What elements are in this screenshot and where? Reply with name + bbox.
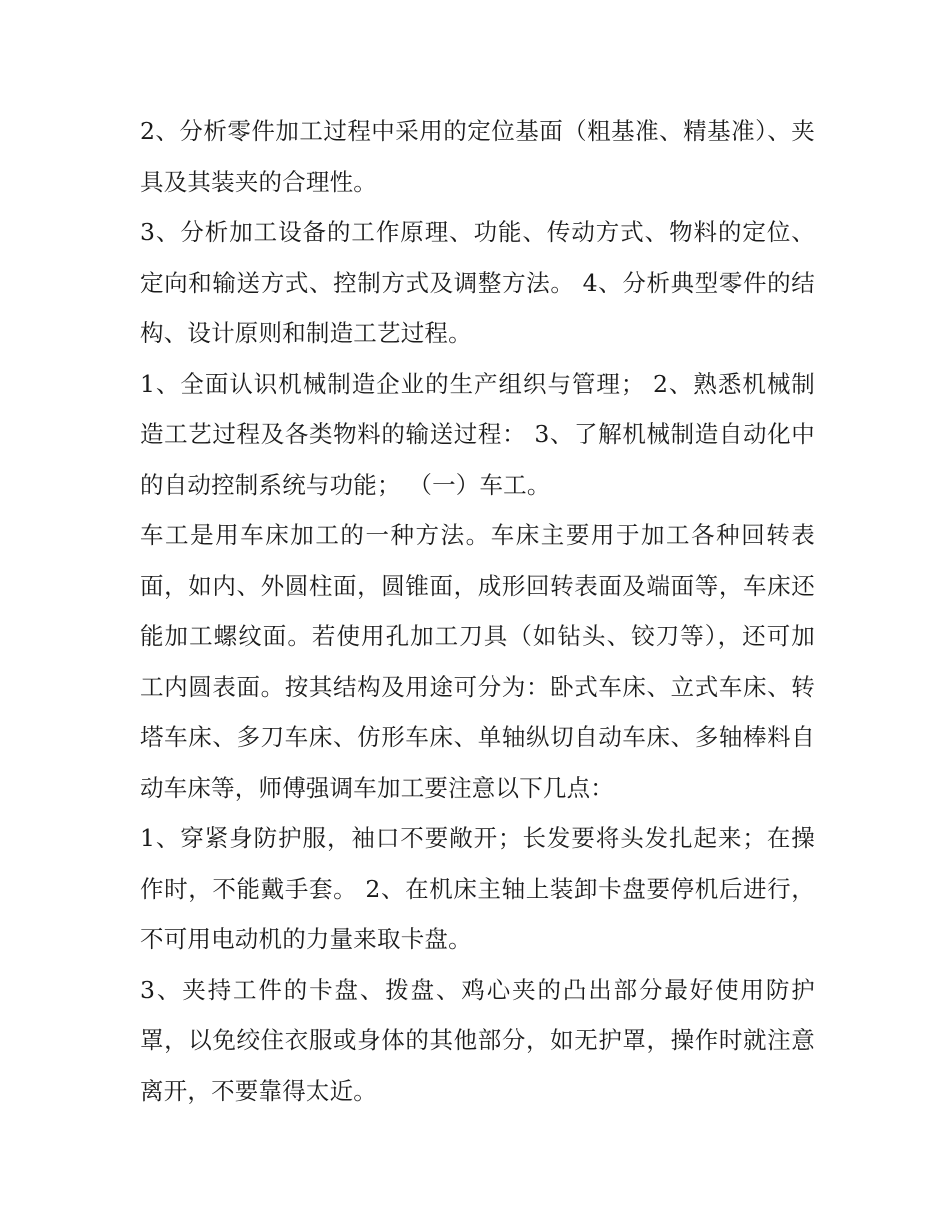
paragraph-1: 2、分析零件加工过程中采用的定位基面（粗基准、精基准）、夹具及其装夹的合理性。 — [140, 117, 815, 196]
paragraph-2: 3、分析加工设备的工作原理、功能、传动方式、物料的定位、定向和输送方式、控制方式及调整方法。 4、分析典型零件的结构、设计原则和制造工艺过程。 — [140, 218, 815, 347]
paragraph-3: 1、全面认识机械制造企业的生产组织与管理； 2、熟悉机械制造工艺过程及各类物料的输送过程： 3、了解机械制造自动化中的自动控制系统与功能； （一）车工。 — [140, 369, 815, 499]
paragraph-4: 车工是用车床加工的一种方法。车床主要用于加工各种回转表面，如内、外圆柱面，圆锥面，成形回转表面及端面等，车床还能加工螺纹面。若使用孔加工刀具（如钻头、铰刀等），还可加工内圆表面。按其结构及用途可分为：卧式车床、立式车床、转塔车床、多刀车床、仿形车床、单轴纵切自动车床、多轴棒料自动车床等，师傅强调车加工要注意以下几点： — [140, 521, 815, 802]
document-body — [140, 106, 815, 1116]
paragraph-5: 1、穿紧身防护服，袖口不要敞开；长发要将头发扎起来；在操作时，不能戴手套。 2、在机床主轴上装卸卡盘要停机后进行，不可用电动机的力量来取卡盘。 — [140, 824, 815, 953]
paragraph-6: 3、夹持工件的卡盘、拨盘、鸡心夹的凸出部分最好使用防护罩，以免绞住衣服或身体的其他部分，如无护罩，操作时就注意离开，不要靠得太近。 — [140, 975, 815, 1105]
